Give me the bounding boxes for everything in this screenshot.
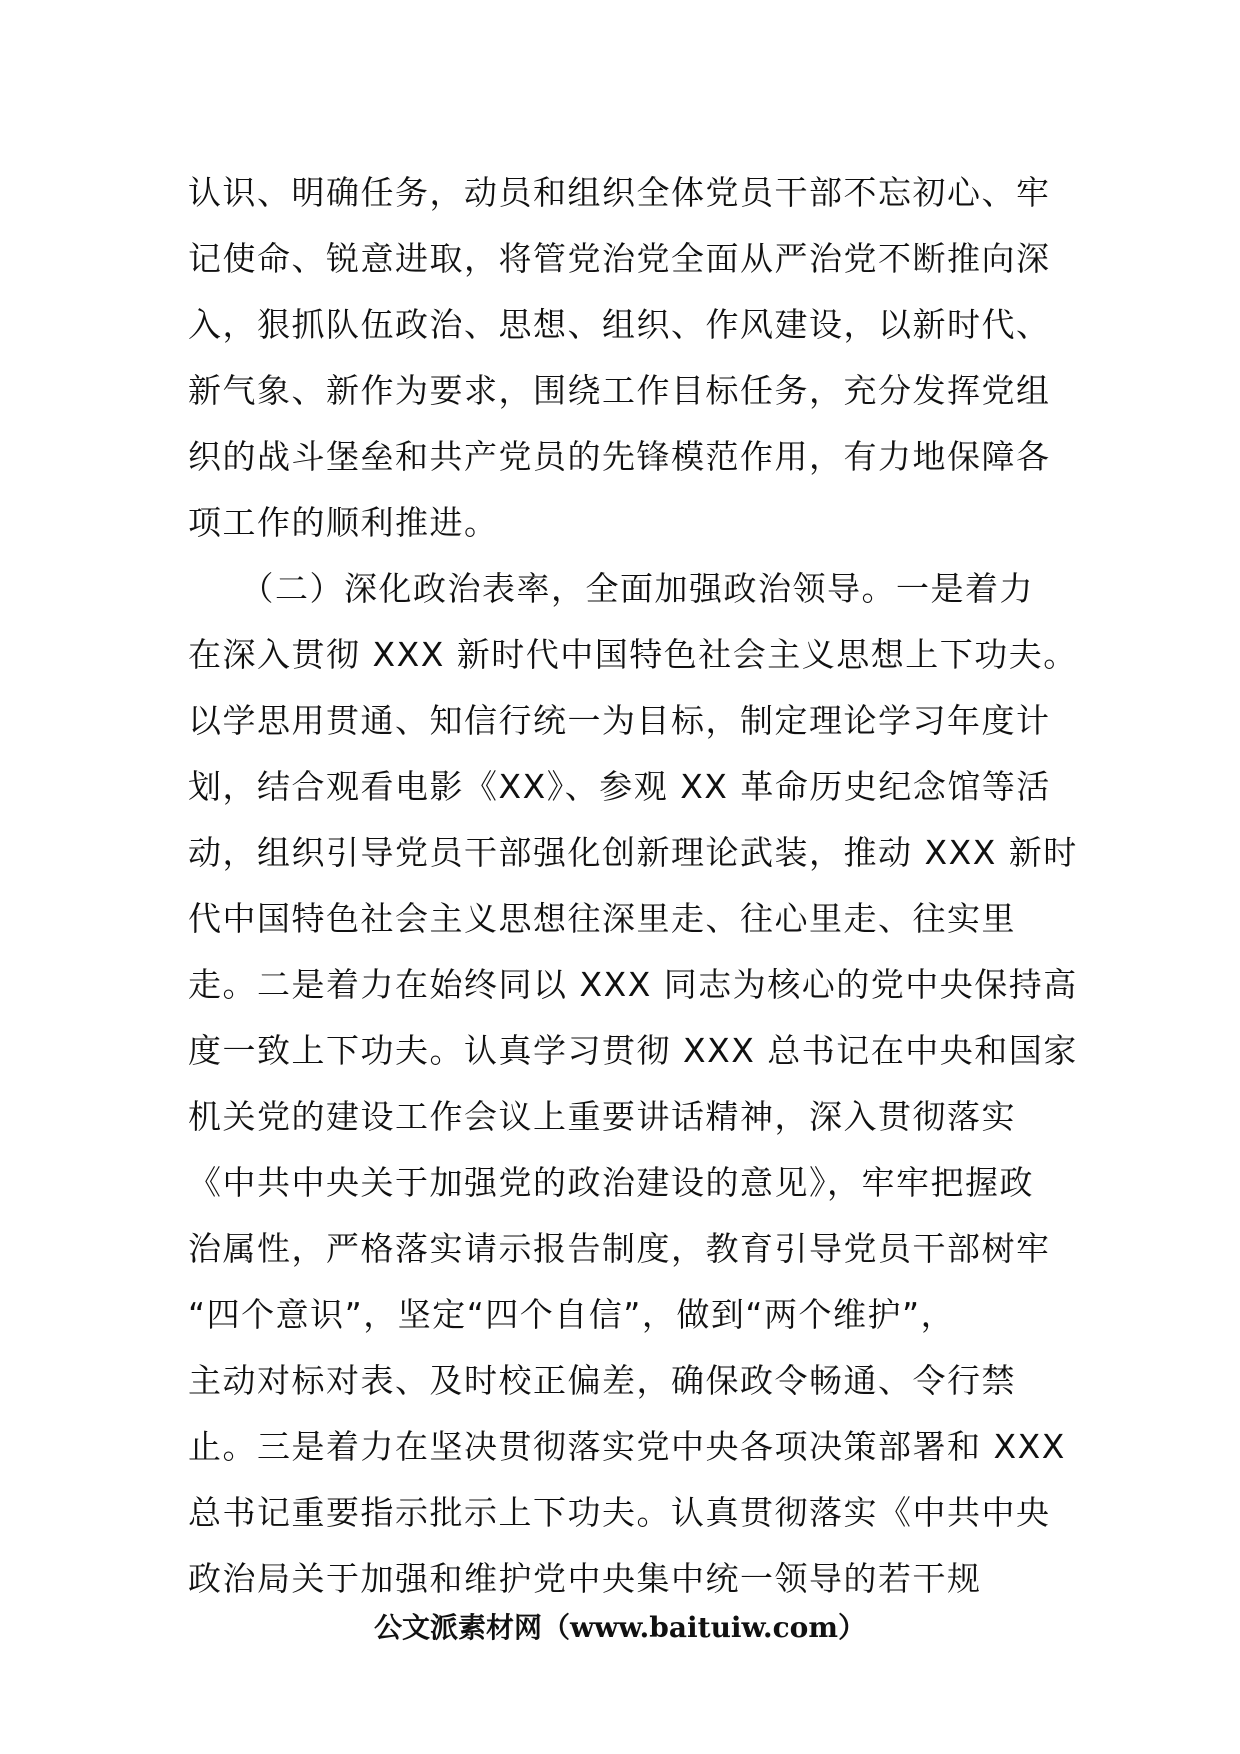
text-line: 总书记重要指示批示上下功夫。认真贯彻落实《中共中央 xyxy=(188,1493,1051,1532)
text-line: 在深入贯彻 XXX 新时代中国特色社会主义思想上下功夫。 xyxy=(188,635,1078,674)
footer-watermark: 公文派素材网（www.baituiw.com） xyxy=(374,1611,866,1644)
text-line: 记使命、锐意进取，将管党治党全面从严治党不断推向深 xyxy=(188,239,1051,278)
text-line: 项工作的顺利推进。 xyxy=(188,503,499,542)
text-line: 治属性，严格落实请示报告制度，教育引导党员干部树牢 xyxy=(188,1229,1051,1268)
text-line: 入，狠抓队伍政治、思想、组织、作风建设，以新时代、 xyxy=(188,305,1051,344)
text-line: “四个意识”，坚定“四个自信”，做到“两个维护”， xyxy=(188,1295,956,1334)
text-line: 划，结合观看电影《XX》、参观 XX 革命历史纪念馆等活 xyxy=(188,767,1051,806)
text-line: 止。三是着力在坚决贯彻落实党中央各项决策部署和 XXX xyxy=(188,1427,1066,1466)
text-line: 织的战斗堡垒和共产党员的先锋模范作用，有力地保障各 xyxy=(188,437,1051,476)
text-line: 政治局关于加强和维护党中央集中统一领导的若干规 xyxy=(188,1559,982,1598)
text-line: 《中共中央关于加强党的政治建设的意见》，牢牢把握政 xyxy=(188,1163,1034,1202)
text-line: 以学思用贯通、知信行统一为目标，制定理论学习年度计 xyxy=(188,701,1051,740)
document-body xyxy=(188,160,1078,1612)
text-line: 认识、明确任务，动员和组织全体党员干部不忘初心、牢 xyxy=(188,173,1051,212)
text-line: 走。二是着力在始终同以 XXX 同志为核心的党中央保持高 xyxy=(188,965,1078,1004)
text-line: 度一致上下功夫。认真学习贯彻 XXX 总书记在中央和国家 xyxy=(188,1031,1078,1070)
text-line: 代中国特色社会主义思想往深里走、往心里走、往实里 xyxy=(188,899,1016,938)
text-line: 主动对标对表、及时校正偏差，确保政令畅通、令行禁 xyxy=(188,1361,1016,1400)
text-line: 新气象、新作为要求，围绕工作目标任务，充分发挥党组 xyxy=(188,371,1051,410)
section-heading-line: （二）深化政治表率，全面加强政治领导。一是着力 xyxy=(188,569,1034,608)
text-line: 机关党的建设工作会议上重要讲话精神，深入贯彻落实 xyxy=(188,1097,1016,1136)
text-line: 动，组织引导党员干部强化创新理论武装，推动 XXX 新时 xyxy=(188,833,1078,872)
